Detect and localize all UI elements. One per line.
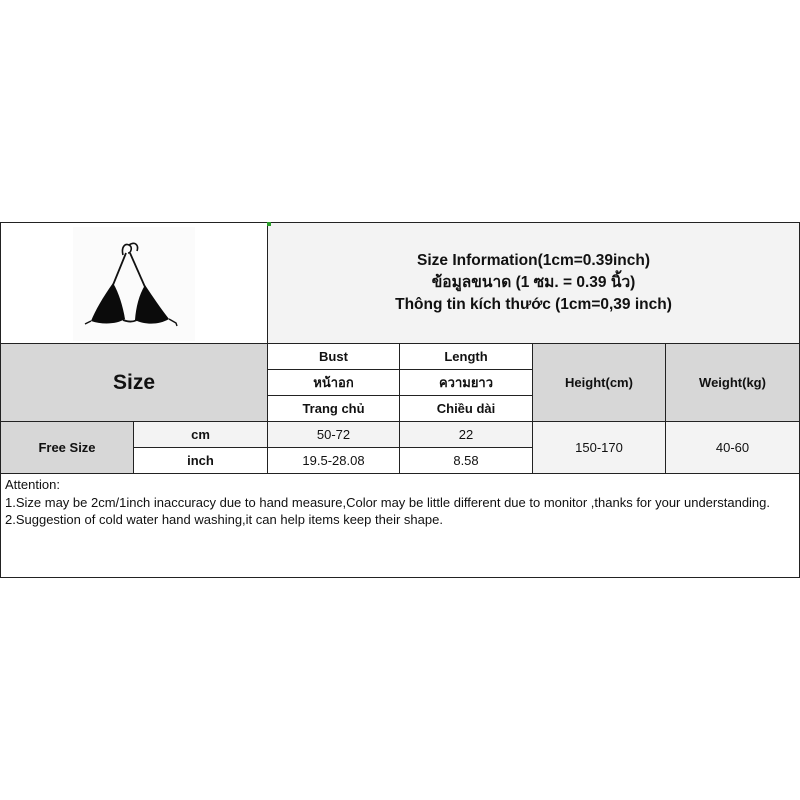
attention-heading: Attention:	[5, 477, 60, 492]
free-size-label: Free Size	[0, 421, 134, 474]
size-header: Size	[0, 343, 268, 422]
weight-value: 40-60	[665, 421, 800, 474]
size-chart	[0, 222, 800, 578]
attention-line-1: 1.Size may be 2cm/1inch inaccuracy due to hand measure,Color may be little different due to monitor ,thanks for your understanding.	[5, 494, 771, 510]
length-inch-value: 8.58	[399, 447, 533, 474]
product-image-cell	[0, 222, 268, 344]
bust-header-th: หน้าอก	[267, 369, 400, 396]
weight-header: Weight(kg)	[665, 343, 800, 422]
bikini-top-icon	[73, 227, 195, 341]
unit-cm-label: cm	[133, 421, 268, 448]
size-info-title-th: ข้อมูลขนาด (1 ซม. = 0.39 นิ้ว)	[431, 274, 636, 291]
length-header-en: Length	[399, 343, 533, 370]
product-image	[73, 227, 195, 341]
size-info-title-en: Size Information(1cm=0.39inch)	[417, 252, 650, 269]
bust-header-en: Bust	[267, 343, 400, 370]
size-info-title-vi: Thông tin kích thước (1cm=0,39 inch)	[395, 296, 672, 313]
unit-inch-label: inch	[133, 447, 268, 474]
size-info-title-cell	[267, 222, 800, 344]
height-value: 150-170	[532, 421, 666, 474]
length-header-th: ความยาว	[399, 369, 533, 396]
bust-cm-value: 50-72	[267, 421, 400, 448]
attention-notes	[0, 473, 800, 578]
length-cm-value: 22	[399, 421, 533, 448]
length-header-vi: Chiều dài	[399, 395, 533, 422]
cell-marker	[267, 222, 271, 226]
attention-line-2: 2.Suggestion of cold water hand washing,it can help items keep their shape.	[5, 512, 443, 527]
bust-header-vi: Trang chủ	[267, 395, 400, 422]
height-header: Height(cm)	[532, 343, 666, 422]
bust-inch-value: 19.5-28.08	[267, 447, 400, 474]
